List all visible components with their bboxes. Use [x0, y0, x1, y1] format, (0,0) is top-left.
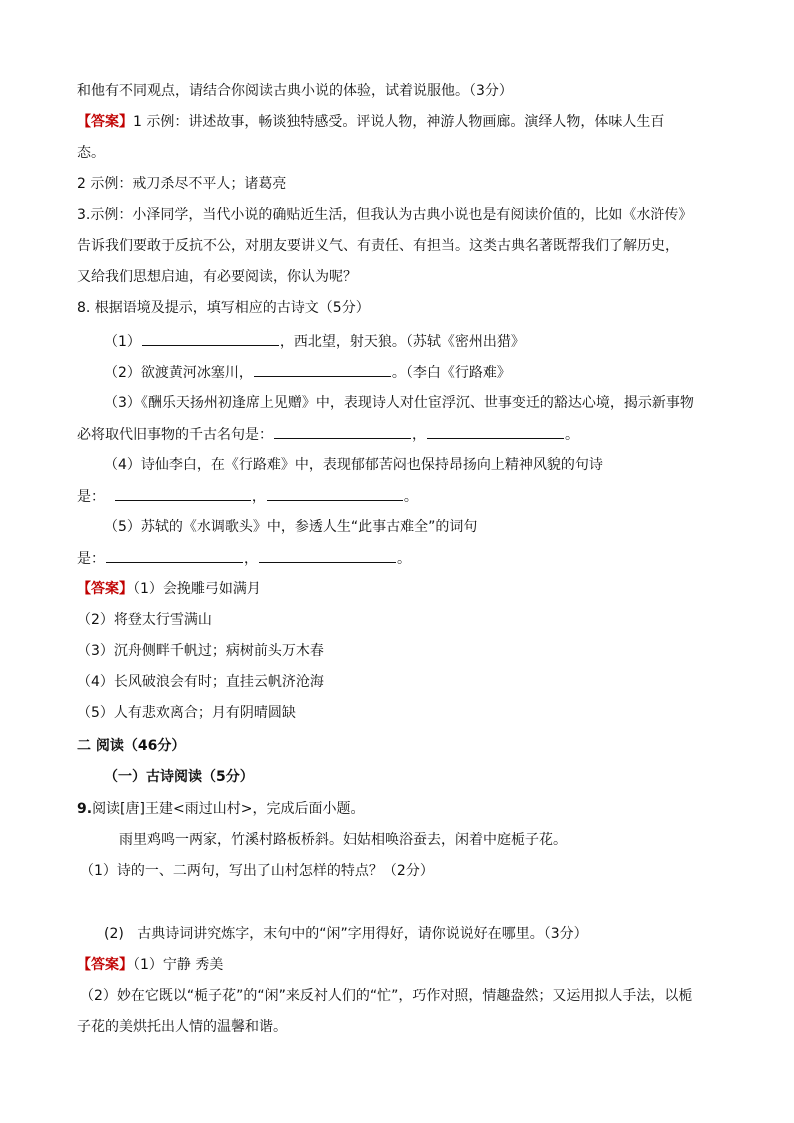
answer-blank[interactable] [115, 486, 251, 501]
answer-line: 【答案】（1）会挽雕弓如满月 [77, 581, 261, 597]
question-8-3: （3）《酬乐天扬州初逢席上见赠》中，表现诗人对仕宦浮沉、世事变迁的豁达心境，揭示新事物 [104, 395, 694, 411]
answer-line: （4）长风破浪会有时；直挂云帆济沧海 [77, 674, 324, 690]
question-8-5-blanks: 是： ， 。 [77, 548, 411, 569]
answer-blank[interactable] [427, 424, 564, 439]
answer-line: 【答案】1 示例：讲述故事，畅谈独特感受。评说人物，神游人物画廊。演绎人物，体味人生百 [77, 114, 665, 130]
question-8: 8. 根据语境及提示，填写相应的古诗文（5分） [77, 300, 370, 316]
question-9-1: （1）诗的一、二两句，写出了山村怎样的特点？（2分） [80, 863, 434, 879]
question-8-5: （5）苏轼的《水调歌头》中，参透人生“此事古难全”的词句 [104, 519, 478, 535]
answer-blank[interactable] [254, 362, 391, 377]
answer-line: 子花的美烘托出人情的温馨和谐。 [77, 1019, 287, 1035]
answer-blank[interactable] [267, 486, 403, 501]
subsection-heading: （一）古诗阅读（5分） [104, 769, 254, 785]
question-8-2: （2）欲渡黄河冰塞川， 。（李白《行路难》 [104, 362, 511, 383]
answer-blank[interactable] [274, 424, 411, 439]
poem-text: 雨里鸡鸣一两家，竹溪村路板桥斜。妇姑相唤浴蚕去，闲着中庭栀子花。 [119, 832, 567, 848]
answer-blank[interactable] [106, 548, 243, 563]
text-line: 3.示例：小泽同学，当代小说的确贴近生活，但我认为古典小说也是有阅读价值的，比如《水浒传》 [77, 207, 693, 223]
text-line: 告诉我们要敢于反抗不公，对朋友要讲义气、有责任、有担当。这类古典名著既帮我们了解历史， [77, 238, 679, 254]
question-8-4-blanks: 是： ， 。 [77, 486, 418, 507]
answer-tag: 【答案】 [77, 581, 133, 597]
question-8-3-blanks: 必将取代旧事物的千古名句是： ， 。 [77, 424, 579, 445]
text-line: 2 示例：戒刀杀尽不平人；诸葛亮 [77, 176, 287, 192]
question-9-2: (2) 古典诗词讲究炼字，末句中的“闲”字用得好，请你说说好在哪里。（3分） [104, 926, 588, 942]
answer-line: 【答案】（1）宁静 秀美 [77, 957, 224, 973]
answer-blank[interactable] [259, 548, 396, 563]
answer-tag: 【答案】 [77, 114, 133, 130]
question-8-4: （4）诗仙李白，在《行路难》中，表现郁郁苦闷也保持昂扬向上精神风貌的句诗 [104, 457, 603, 473]
answer-blank[interactable] [142, 331, 279, 346]
answer-tag: 【答案】 [77, 957, 133, 973]
answer-line: （2）妙在它既以“栀子花”的“闲”来反衬人们的“忙”，巧作对照，情趣盎然；又运用拟人手法，以栀 [80, 988, 693, 1004]
text-line: 态。 [77, 145, 105, 161]
text-line: 又给我们思想启迪，有必要阅读，你认为呢？ [77, 269, 357, 285]
answer-line: （5）人有悲欢离合；月有阴晴圆缺 [77, 705, 296, 721]
section-heading: 二 阅读（46分） [77, 738, 186, 754]
text-line: 和他有不同观点，请结合你阅读古典小说的体验，试着说服他。（3分） [77, 83, 513, 99]
answer-line: （2）将登太行雪满山 [77, 612, 212, 628]
answer-line: （3）沉舟侧畔千帆过；病树前头万木春 [77, 643, 324, 659]
question-9: 9.阅读[唐]王建<雨过山村>，完成后面小题。 [77, 801, 365, 817]
question-8-1: （1） ，西北望，射天狼。（苏轼《密州出猎》 [104, 331, 525, 352]
